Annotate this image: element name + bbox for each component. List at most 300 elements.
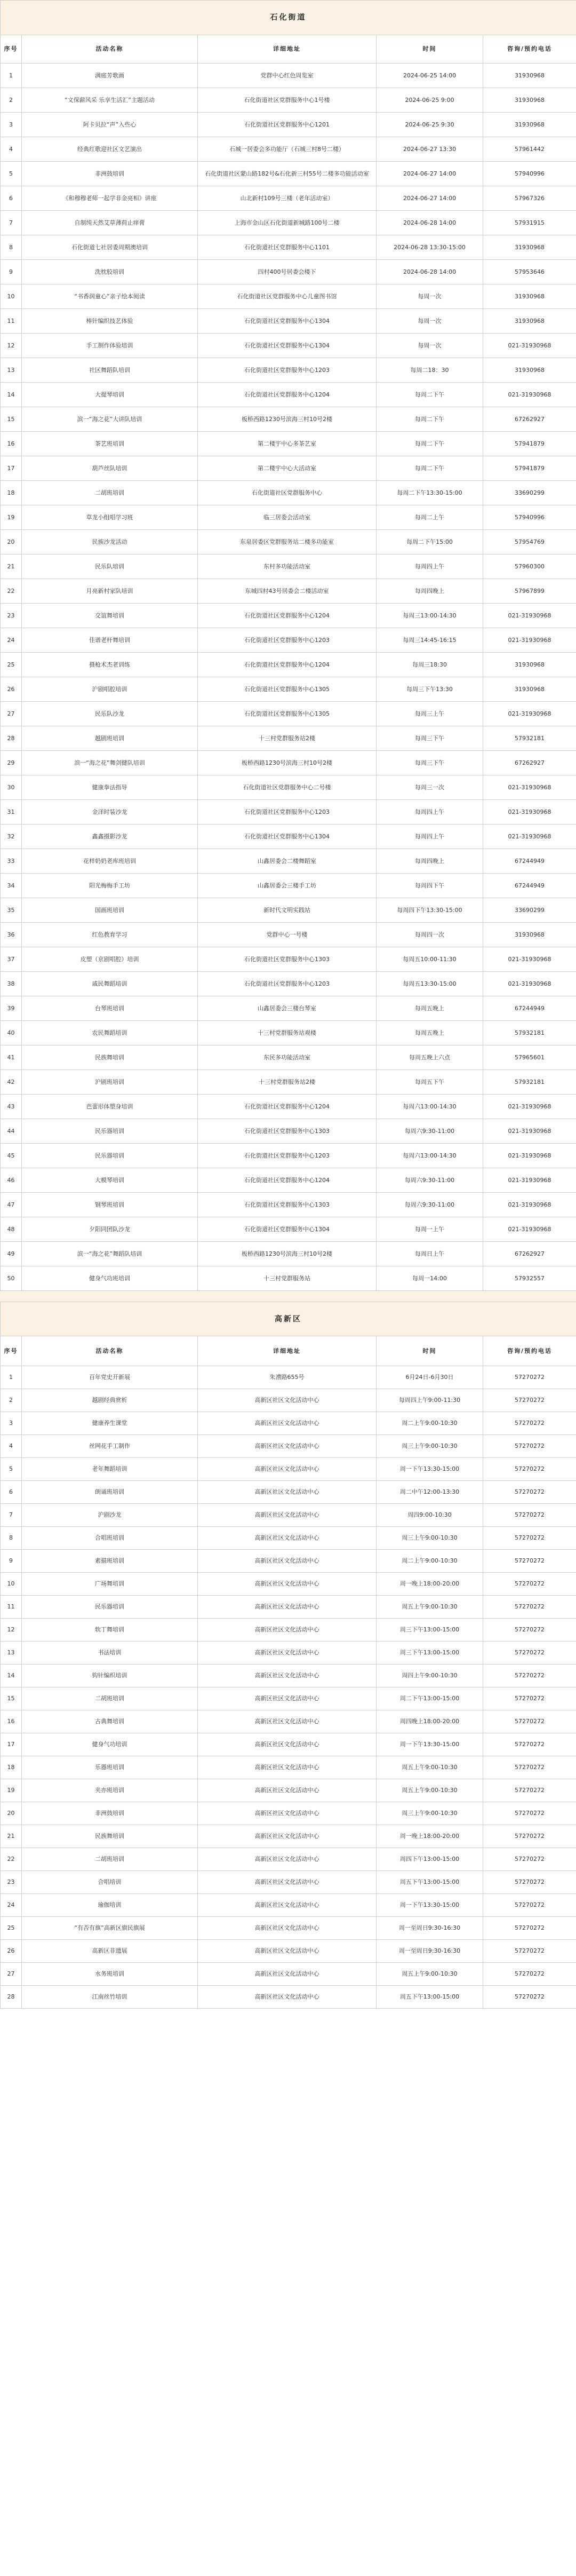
cell-time: 每周六13:00-14:30 xyxy=(377,1095,483,1119)
header-name: 活动名称 xyxy=(22,1336,198,1366)
cell-name: 健身气功培训 xyxy=(22,1733,198,1756)
cell-no: 4 xyxy=(1,1435,22,1458)
cell-name: 合唱班培训 xyxy=(22,1527,198,1550)
cell-no: 27 xyxy=(1,1963,22,1986)
cell-address: 石化街道社区党群服务中心1303 xyxy=(198,947,377,972)
table-header-row xyxy=(1,35,576,64)
cell-name: 江南丝竹培训 xyxy=(22,1986,198,2009)
cell-time: 2024-06-25 9:00 xyxy=(377,88,483,113)
cell-address: 高新区社区文化活动中心 xyxy=(198,1779,377,1802)
cell-time: 每周三13:00-14:30 xyxy=(377,604,483,628)
table-row xyxy=(1,64,576,88)
cell-name: 沪剧班培训 xyxy=(22,1070,198,1095)
table-row xyxy=(1,579,576,604)
cell-address: 高新区社区文化活动中心 xyxy=(198,1458,377,1481)
cell-name: 越剧经典赏析 xyxy=(22,1389,198,1412)
table-row xyxy=(1,849,576,874)
cell-address: 高新区社区文化活动中心 xyxy=(198,1412,377,1435)
cell-address: 十三村党群服务站2楼 xyxy=(198,726,377,751)
cell-time: 周四9:00-10:30 xyxy=(377,1504,483,1527)
cell-name: 朗诵班培训 xyxy=(22,1481,198,1504)
cell-name: 国画班培训 xyxy=(22,898,198,923)
table-row xyxy=(1,604,576,628)
cell-tel: 57270272 xyxy=(483,1687,576,1710)
cell-tel: 57270272 xyxy=(483,1825,576,1848)
cell-tel: 57965601 xyxy=(483,1045,576,1070)
cell-time: 每周三上午 xyxy=(377,702,483,726)
cell-tel: 31930968 xyxy=(483,235,576,260)
cell-name: 大模琴培训 xyxy=(22,1168,198,1193)
cell-time: 每周五13:30-15:00 xyxy=(377,972,483,996)
cell-name: 古典舞培训 xyxy=(22,1710,198,1733)
cell-time: 每周三下午 xyxy=(377,751,483,775)
cell-tel: 67262927 xyxy=(483,751,576,775)
cell-time: 每周四晚上 xyxy=(377,579,483,604)
cell-address: 高新区社区文化活动中心 xyxy=(198,1665,377,1687)
cell-tel: 021-31930968 xyxy=(483,775,576,800)
cell-tel: 021-31930968 xyxy=(483,1193,576,1217)
table-row xyxy=(1,1619,576,1642)
cell-address: 高新区社区文化活动中心 xyxy=(198,1917,377,1940)
cell-name: 民乐队培训 xyxy=(22,554,198,579)
cell-name: 满庭芳歌画 xyxy=(22,64,198,88)
cell-tel: 31930968 xyxy=(483,677,576,702)
cell-no: 16 xyxy=(1,432,22,456)
cell-address: 石化街道社区党群服务中心1101 xyxy=(198,235,377,260)
cell-address: 山鑫居委会三楼台琴室 xyxy=(198,996,377,1021)
table-row xyxy=(1,432,576,456)
cell-name: 素描班培训 xyxy=(22,1550,198,1573)
cell-address: 板桥西路1230号滨海三村10号2楼 xyxy=(198,407,377,432)
cell-no: 30 xyxy=(1,775,22,800)
cell-no: 46 xyxy=(1,1168,22,1193)
table-row xyxy=(1,1917,576,1940)
cell-no: 41 xyxy=(1,1045,22,1070)
cell-tel: 57270272 xyxy=(483,1389,576,1412)
cell-time: 6月24日-6月30日 xyxy=(377,1366,483,1389)
cell-name: 书法培训 xyxy=(22,1642,198,1665)
cell-no: 26 xyxy=(1,1940,22,1963)
table-row xyxy=(1,260,576,284)
cell-address: 高新区社区文化活动中心 xyxy=(198,1963,377,1986)
table-row xyxy=(1,1756,576,1779)
cell-no: 19 xyxy=(1,505,22,530)
cell-tel: 57270272 xyxy=(483,1642,576,1665)
cell-tel: 57270272 xyxy=(483,1504,576,1527)
cell-name: 乐器班培训 xyxy=(22,1756,198,1779)
cell-tel: 57270272 xyxy=(483,1619,576,1642)
cell-time: 每周一次 xyxy=(377,284,483,309)
cell-address: 山北新村109号三楼（老年活动室） xyxy=(198,186,377,211)
cell-name: 民族舞培训 xyxy=(22,1045,198,1070)
table-row xyxy=(1,947,576,972)
cell-name: 沪剧唱腔培训 xyxy=(22,677,198,702)
table-row xyxy=(1,1119,576,1144)
cell-time: 周二上午9:00-10:30 xyxy=(377,1412,483,1435)
cell-address: 高新区社区文化活动中心 xyxy=(198,1596,377,1619)
cell-address: 石城一居委会多功能厅（石城三村8号二楼） xyxy=(198,137,377,162)
cell-tel: 021-31930968 xyxy=(483,628,576,653)
cell-tel: 33690299 xyxy=(483,898,576,923)
cell-name: 民乐器培训 xyxy=(22,1144,198,1168)
cell-address: 东民多功能活动室 xyxy=(198,1045,377,1070)
table-row xyxy=(1,309,576,334)
cell-tel: 021-31930968 xyxy=(483,1217,576,1242)
cell-tel: 57931915 xyxy=(483,211,576,235)
cell-address: 临三居委会活动室 xyxy=(198,505,377,530)
cell-name: 丝网花手工制作 xyxy=(22,1435,198,1458)
cell-name: 大提琴培训 xyxy=(22,383,198,407)
cell-name: 二胡班培训 xyxy=(22,481,198,505)
cell-tel: 31930968 xyxy=(483,309,576,334)
cell-time: 每周五晚上六点 xyxy=(377,1045,483,1070)
cell-time: 每周二下午15:00 xyxy=(377,530,483,554)
cell-address: 东村多功能活动室 xyxy=(198,554,377,579)
table-row xyxy=(1,1986,576,2009)
cell-tel: 57967899 xyxy=(483,579,576,604)
cell-no: 21 xyxy=(1,554,22,579)
table-row xyxy=(1,874,576,898)
table-row xyxy=(1,1642,576,1665)
cell-no: 48 xyxy=(1,1217,22,1242)
cell-name: 民乐器培训 xyxy=(22,1119,198,1144)
cell-no: 26 xyxy=(1,677,22,702)
cell-tel: 31930968 xyxy=(483,64,576,88)
cell-tel: 021-31930968 xyxy=(483,1119,576,1144)
table-row xyxy=(1,211,576,235)
cell-time: 2024-06-28 13:30-15:00 xyxy=(377,235,483,260)
cell-address: 高新区社区文化活动中心 xyxy=(198,1733,377,1756)
cell-time: 每周三下午13:30 xyxy=(377,677,483,702)
table-row xyxy=(1,775,576,800)
header-no: 序号 xyxy=(1,35,22,64)
cell-tel: 57960300 xyxy=(483,554,576,579)
cell-name: 石化街道七社居委周期澳培训 xyxy=(22,235,198,260)
cell-tel: 57270272 xyxy=(483,1412,576,1435)
cell-tel: 021-31930968 xyxy=(483,1144,576,1168)
cell-time: 每周二下午 xyxy=(377,383,483,407)
cell-name: 花样奶奶老库班培训 xyxy=(22,849,198,874)
cell-address: 东泉居委区党群服务站二楼多功能室 xyxy=(198,530,377,554)
table-row xyxy=(1,1779,576,1802)
cell-tel: 31930968 xyxy=(483,653,576,677)
cell-address: 石化街道社区党群服务中心1304 xyxy=(198,334,377,358)
cell-time: 周三下午13:00-15:00 xyxy=(377,1619,483,1642)
table-row xyxy=(1,1266,576,1291)
cell-name: 月亮新村家队培训 xyxy=(22,579,198,604)
cell-name: 百年党史开新展 xyxy=(22,1366,198,1389)
cell-address: 石化街道社区党群服务中心二号楼 xyxy=(198,775,377,800)
cell-name: 棒针编织技艺体验 xyxy=(22,309,198,334)
table-header-row xyxy=(1,1336,576,1366)
table-row xyxy=(1,334,576,358)
header-address: 详细地址 xyxy=(198,1336,377,1366)
cell-time: 周一下午13:30-15:00 xyxy=(377,1733,483,1756)
cell-time: 每周二下午 xyxy=(377,456,483,481)
cell-tel: 57967326 xyxy=(483,186,576,211)
cell-tel: 57270272 xyxy=(483,1871,576,1894)
section-divider xyxy=(0,1291,576,1302)
cell-address: 石化街道社区党群服务中心1304 xyxy=(198,309,377,334)
table-row xyxy=(1,1963,576,1986)
table-row xyxy=(1,1435,576,1458)
cell-time: 周三下午13:00-15:00 xyxy=(377,1642,483,1665)
cell-name: 钩针编织培训 xyxy=(22,1665,198,1687)
cell-no: 45 xyxy=(1,1144,22,1168)
cell-name: 摄枪术杰老训练 xyxy=(22,653,198,677)
table-row xyxy=(1,1504,576,1527)
cell-tel: 57940996 xyxy=(483,505,576,530)
table-row xyxy=(1,1848,576,1871)
cell-time: 2024-06-28 14:00 xyxy=(377,260,483,284)
table-row xyxy=(1,825,576,849)
cell-no: 37 xyxy=(1,947,22,972)
cell-time: 周五上午9:00-10:30 xyxy=(377,1779,483,1802)
table-row xyxy=(1,726,576,751)
cell-time: 2024-06-27 14:00 xyxy=(377,162,483,186)
cell-time: 每周三18:30 xyxy=(377,653,483,677)
table-row xyxy=(1,923,576,947)
cell-address: 朱漕路655号 xyxy=(198,1366,377,1389)
cell-address: 十三村党群服务站观楼 xyxy=(198,1021,377,1045)
cell-time: 2024-06-25 14:00 xyxy=(377,64,483,88)
cell-time: 每周一次 xyxy=(377,309,483,334)
cell-time: 2024-06-27 14:00 xyxy=(377,186,483,211)
header-time: 时间 xyxy=(377,35,483,64)
cell-tel: 021-31930968 xyxy=(483,1168,576,1193)
cell-no: 12 xyxy=(1,1619,22,1642)
header-address: 详细地址 xyxy=(198,35,377,64)
cell-no: 34 xyxy=(1,874,22,898)
cell-address: 上海市金山区石化街道新城路100号二楼 xyxy=(198,211,377,235)
cell-time: 周五下午13:00-15:00 xyxy=(377,1986,483,2009)
cell-time: 周一下午13:30-15:00 xyxy=(377,1458,483,1481)
cell-tel: 31930968 xyxy=(483,88,576,113)
cell-name: 越剧班培训 xyxy=(22,726,198,751)
cell-time: 每周二下午13:30-15:00 xyxy=(377,481,483,505)
cell-tel: 57270272 xyxy=(483,1596,576,1619)
cell-tel: 57270272 xyxy=(483,1733,576,1756)
cell-no: 10 xyxy=(1,1573,22,1596)
cell-time: 每周一14:00 xyxy=(377,1266,483,1291)
table-row xyxy=(1,505,576,530)
cell-address: 四村400号居委会楼下 xyxy=(198,260,377,284)
cell-time: 每周三下午 xyxy=(377,726,483,751)
cell-tel: 57270272 xyxy=(483,1710,576,1733)
cell-time: 周三上午9:00-10:30 xyxy=(377,1802,483,1825)
table-row xyxy=(1,88,576,113)
cell-time: 2024-06-25 9:30 xyxy=(377,113,483,137)
cell-time: 周二上午9:00-10:30 xyxy=(377,1550,483,1573)
cell-no: 21 xyxy=(1,1825,22,1848)
cell-no: 6 xyxy=(1,1481,22,1504)
cell-address: 高新区社区文化活动中心 xyxy=(198,1481,377,1504)
header-tel: 咨询/预约电话 xyxy=(483,1336,576,1366)
table-row xyxy=(1,1527,576,1550)
cell-address: 石化街道社区党群服务中心1号楼 xyxy=(198,88,377,113)
cell-tel: 31930968 xyxy=(483,923,576,947)
cell-name: 红色教育学习 xyxy=(22,923,198,947)
cell-tel: 57270272 xyxy=(483,1665,576,1687)
cell-tel: 67262927 xyxy=(483,1242,576,1266)
cell-no: 16 xyxy=(1,1710,22,1733)
cell-name: 民族沙龙活动 xyxy=(22,530,198,554)
table-row xyxy=(1,1168,576,1193)
cell-tel: 57941879 xyxy=(483,456,576,481)
table-row xyxy=(1,702,576,726)
table-row xyxy=(1,1733,576,1756)
table-row xyxy=(1,1217,576,1242)
cell-no: 18 xyxy=(1,1756,22,1779)
cell-time: 每周四上午 xyxy=(377,554,483,579)
table-row xyxy=(1,407,576,432)
cell-address: 十三村党群服务站 xyxy=(198,1266,377,1291)
cell-tel: 021-31930968 xyxy=(483,604,576,628)
header-no: 序号 xyxy=(1,1336,22,1366)
table-row xyxy=(1,1871,576,1894)
cell-tel: 021-31930968 xyxy=(483,702,576,726)
cell-address: 高新区社区文化活动中心 xyxy=(198,1435,377,1458)
cell-address: 山鑫居委会三楼手工坊 xyxy=(198,874,377,898)
cell-address: 石化街道社区党群服务中心1204 xyxy=(198,653,377,677)
cell-address: 石化街道社区党群服务中心1203 xyxy=(198,358,377,383)
cell-no: 15 xyxy=(1,1687,22,1710)
cell-address: 石化街道社区党群服务中心1203 xyxy=(198,800,377,825)
cell-no: 5 xyxy=(1,1458,22,1481)
table-row xyxy=(1,996,576,1021)
cell-tel: 57270272 xyxy=(483,1940,576,1963)
cell-tel: 31930968 xyxy=(483,284,576,309)
cell-address: 东城四村43号居委会二楼活动室 xyxy=(198,579,377,604)
cell-name: 经典红歌迎社区文艺演出 xyxy=(22,137,198,162)
cell-address: 高新区社区文化活动中心 xyxy=(198,1642,377,1665)
table-row xyxy=(1,235,576,260)
cell-no: 40 xyxy=(1,1021,22,1045)
cell-no: 9 xyxy=(1,1550,22,1573)
cell-time: 每周二下午 xyxy=(377,407,483,432)
table-row xyxy=(1,1802,576,1825)
section-title: 石化街道 xyxy=(1,1,576,35)
cell-address: 高新区社区文化活动中心 xyxy=(198,1940,377,1963)
cell-no: 5 xyxy=(1,162,22,186)
cell-name: 二胡班培训 xyxy=(22,1687,198,1710)
cell-no: 39 xyxy=(1,996,22,1021)
cell-time: 2024-06-27 13:30 xyxy=(377,137,483,162)
cell-address: 高新区社区文化活动中心 xyxy=(198,1802,377,1825)
table-row xyxy=(1,137,576,162)
cell-no: 27 xyxy=(1,702,22,726)
cell-name: 软丁舞培训 xyxy=(22,1619,198,1642)
cell-tel: 57270272 xyxy=(483,1573,576,1596)
cell-no: 43 xyxy=(1,1095,22,1119)
cell-time: 周二中午12:00-13:30 xyxy=(377,1481,483,1504)
table-row xyxy=(1,1665,576,1687)
cell-tel: 021-31930968 xyxy=(483,947,576,972)
cell-name: 洗枕胶培训 xyxy=(22,260,198,284)
cell-address: 石化街道社区党群服务中心1203 xyxy=(198,1144,377,1168)
table-row xyxy=(1,1550,576,1573)
cell-tel: 57270272 xyxy=(483,1481,576,1504)
cell-address: 高新区社区文化活动中心 xyxy=(198,1550,377,1573)
cell-name: 老年舞蹈培训 xyxy=(22,1458,198,1481)
table-row xyxy=(1,358,576,383)
cell-tel: 67244949 xyxy=(483,874,576,898)
cell-name: 阳光梅梅手工坊 xyxy=(22,874,198,898)
cell-tel: 57932181 xyxy=(483,1070,576,1095)
cell-name: 沪剧沙龙 xyxy=(22,1504,198,1527)
cell-tel: 57940996 xyxy=(483,162,576,186)
table-row xyxy=(1,628,576,653)
cell-name: 台琴班培训 xyxy=(22,996,198,1021)
cell-no: 20 xyxy=(1,1802,22,1825)
table-row xyxy=(1,1242,576,1266)
cell-time: 每周五晚上 xyxy=(377,996,483,1021)
cell-tel: 31930968 xyxy=(483,358,576,383)
cell-time: 每周二下午 xyxy=(377,432,483,456)
table-row xyxy=(1,1596,576,1619)
table-row xyxy=(1,1193,576,1217)
cell-time: 每周四上午9:00-11:30 xyxy=(377,1389,483,1412)
cell-no: 14 xyxy=(1,1665,22,1687)
cell-no: 6 xyxy=(1,186,22,211)
cell-address: 高新区社区文化活动中心 xyxy=(198,1573,377,1596)
cell-name: 皮塑（京剧唱腔）培训 xyxy=(22,947,198,972)
cell-time: 每周五10:00-11:30 xyxy=(377,947,483,972)
cell-name: “有否有旗”高新区旗民旗展 xyxy=(22,1917,198,1940)
cell-tel: 57932557 xyxy=(483,1266,576,1291)
cell-no: 8 xyxy=(1,1527,22,1550)
cell-no: 4 xyxy=(1,137,22,162)
cell-time: 每周五晚上 xyxy=(377,1021,483,1045)
table-row xyxy=(1,677,576,702)
cell-address: 石化街道社区党群服务中心1201 xyxy=(198,113,377,137)
section-title-row xyxy=(1,1,576,35)
cell-no: 1 xyxy=(1,64,22,88)
cell-tel: 57270272 xyxy=(483,1963,576,1986)
cell-name: 茶艺班培训 xyxy=(22,432,198,456)
cell-name: 水务班培训 xyxy=(22,1963,198,1986)
cell-tel: 57932181 xyxy=(483,1021,576,1045)
cell-address: 高新区社区文化活动中心 xyxy=(198,1871,377,1894)
table-row xyxy=(1,1710,576,1733)
cell-address: 高新区社区文化活动中心 xyxy=(198,1710,377,1733)
cell-time: 每周六13:00-14:30 xyxy=(377,1144,483,1168)
cell-time: 周五上午9:00-10:30 xyxy=(377,1756,483,1779)
cell-name: 手工制作体验培训 xyxy=(22,334,198,358)
cell-address: 党群中心一号楼 xyxy=(198,923,377,947)
cell-name: 民乐队沙龙 xyxy=(22,702,198,726)
cell-name: 广场舞培训 xyxy=(22,1573,198,1596)
cell-time: 周三上午9:00-10:30 xyxy=(377,1435,483,1458)
cell-address: 石化街道社区党群服务中心1204 xyxy=(198,1168,377,1193)
cell-address: 石化街道社区党群服务中心1203 xyxy=(198,628,377,653)
cell-name: 阿卡贝拉“声”入些心 xyxy=(22,113,198,137)
cell-address: 石化街道社区党群服务中心 xyxy=(198,481,377,505)
cell-address: 高新区社区文化活动中心 xyxy=(198,1389,377,1412)
cell-no: 1 xyxy=(1,1366,22,1389)
cell-time: 每周一次 xyxy=(377,334,483,358)
cell-tel: 57270272 xyxy=(483,1527,576,1550)
cell-address: 石化街道社区党群服务中心1303 xyxy=(198,1119,377,1144)
cell-no: 7 xyxy=(1,1504,22,1527)
table-row xyxy=(1,898,576,923)
cell-time: 每周四一次 xyxy=(377,923,483,947)
table-row xyxy=(1,1481,576,1504)
cell-address: 石化街道社区党群服务中心1304 xyxy=(198,825,377,849)
table-row xyxy=(1,1458,576,1481)
cell-name: 民乐器培训 xyxy=(22,1596,198,1619)
cell-tel: 57932181 xyxy=(483,726,576,751)
